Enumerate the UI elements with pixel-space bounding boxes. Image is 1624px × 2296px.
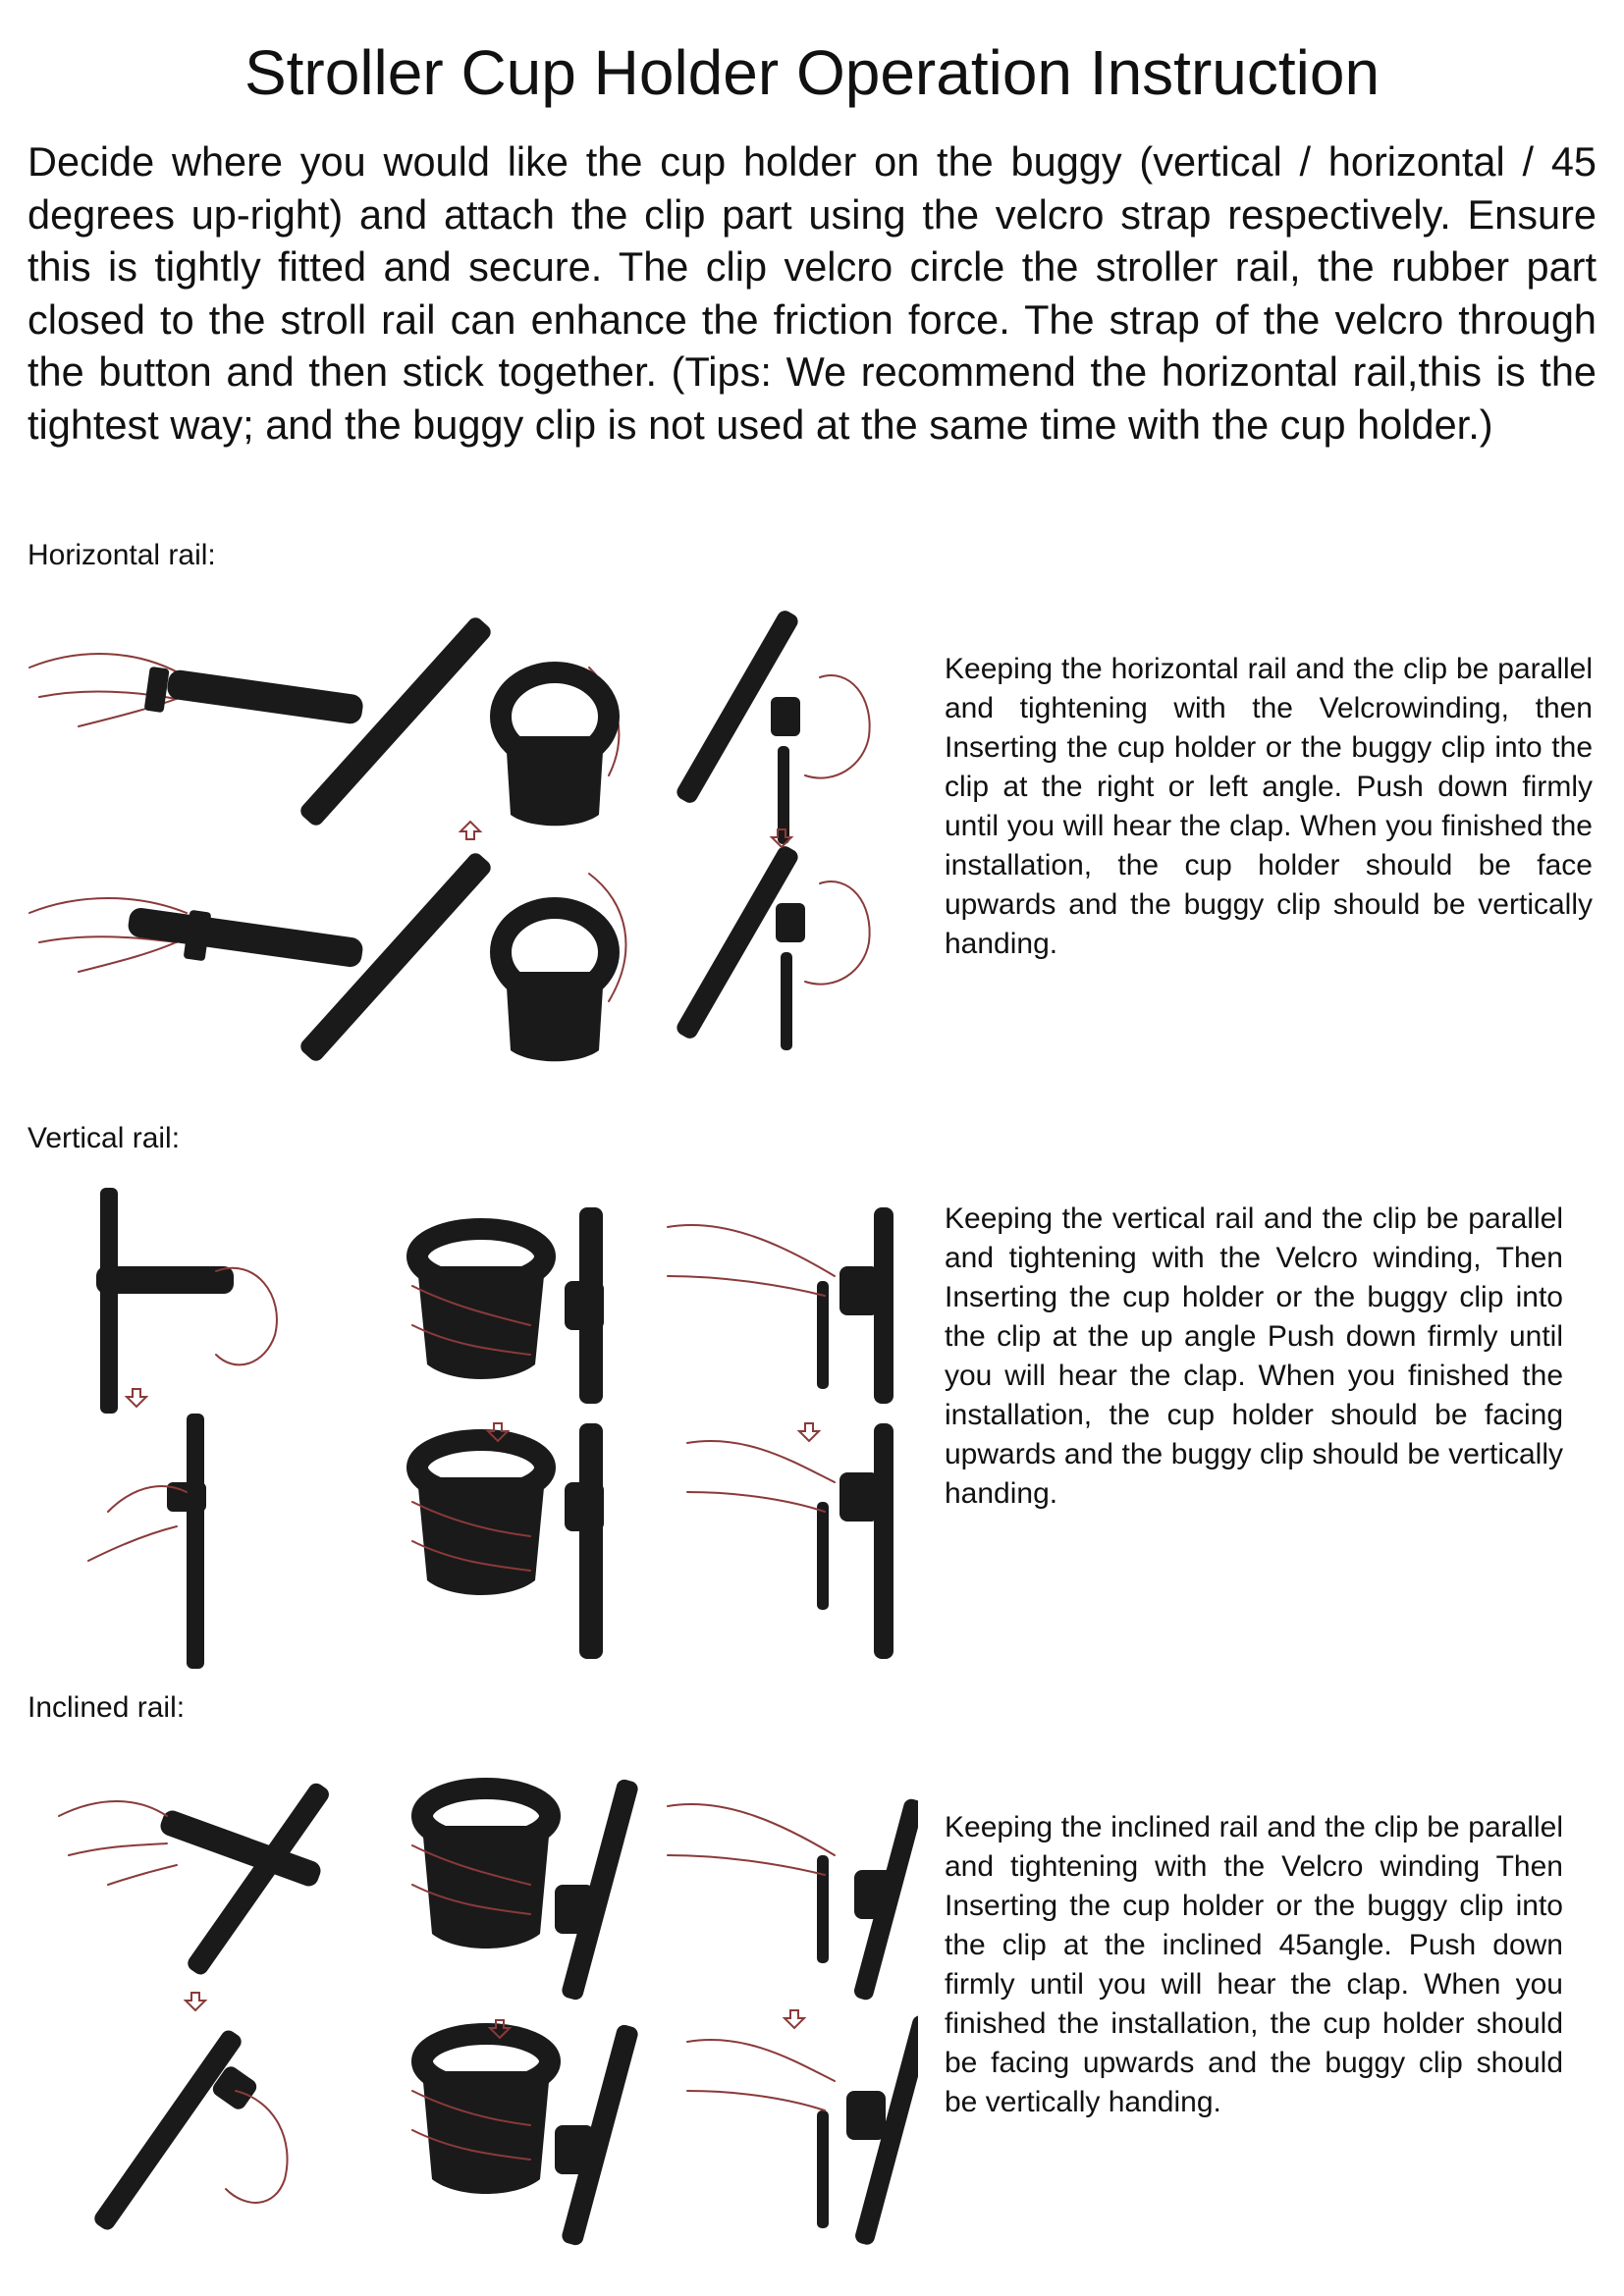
rail-1 bbox=[100, 1188, 118, 1414]
hand-outline-1 bbox=[59, 1801, 177, 1885]
buggy-clip-1 bbox=[817, 1281, 829, 1389]
arrow-icon-1 bbox=[460, 822, 480, 839]
cup-holder-body-1 bbox=[506, 736, 604, 826]
rail-2 bbox=[127, 906, 364, 968]
buggy-clip-2 bbox=[817, 1502, 829, 1610]
clip-4 bbox=[776, 903, 805, 942]
vertical-rail-illustration bbox=[20, 1188, 918, 1669]
hand-outline-6 bbox=[687, 2040, 835, 2110]
hand-outline-4 bbox=[805, 881, 870, 985]
inclined-rail-illustration bbox=[20, 1777, 918, 2258]
section-label-horizontal: Horizontal rail: bbox=[27, 539, 216, 571]
rail-4 bbox=[579, 1423, 603, 1659]
section-label-inclined: Inclined rail: bbox=[27, 1691, 186, 1724]
rail-6 bbox=[874, 1423, 893, 1659]
clip-2 bbox=[555, 1885, 594, 1934]
arrow-icon-1 bbox=[127, 1389, 146, 1407]
arrow-icon-1 bbox=[186, 1993, 205, 2010]
clip-1 bbox=[144, 667, 170, 713]
buggy-clip-2 bbox=[781, 952, 792, 1050]
strap-1 bbox=[96, 1266, 234, 1294]
rail-1 bbox=[166, 668, 364, 725]
cup-holder-body-2 bbox=[506, 972, 604, 1061]
buggy-clip-2 bbox=[817, 2110, 829, 2228]
rail-2 bbox=[187, 1414, 204, 1669]
section-description-vertical: Keeping the vertical rail and the clip be parallel and tightening with the Velcro winding, Then Inserting the cup holder or the buggy clip into the clip at the up angle Push down firmly until you will hear the clap. When you finished the installation, the cup holder should be facing upwards and the buggy clip should be vertically handing. bbox=[945, 1202, 1563, 1510]
arrow-icon-3 bbox=[799, 1423, 819, 1441]
clip-5 bbox=[839, 1472, 879, 1522]
clip-4 bbox=[854, 1870, 893, 1919]
hand-outline-5 bbox=[668, 1804, 835, 1875]
section-label-vertical: Vertical rail: bbox=[27, 1122, 181, 1154]
hand-outline-5 bbox=[668, 1225, 835, 1296]
rail-2 bbox=[91, 2027, 244, 2232]
clip-2 bbox=[565, 1281, 604, 1330]
intro-paragraph: Decide where you would like the cup holder on the buggy (vertical / horizontal / 45 degrees up-right) and attach the clip part using the velcro strap respectively. Ensure this is tightly fitted and secure. The clip velcro circle the stroller rail, the rubber part closed to the stroll rail can enhance the friction force. The strap of the velcro through the button and then stick together. (Tips: We recommend the horizontal rail,this is the tightest way; and the buggy clip is not used at the same time with the cup holder.) bbox=[27, 138, 1597, 448]
hand-outline-3 bbox=[805, 675, 870, 778]
cup-holder-body-1 bbox=[417, 1266, 545, 1379]
clip-4 bbox=[839, 1266, 879, 1315]
section-description-inclined: Keeping the inclined rail and the clip be parallel and tightening with the Velcro winding Then Inserting the cup holder or the buggy clip into the clip at the inclined 45angle. Push down firmly until you will hear the clap. When you finished the installation, the cup holder should be facing upwards and the buggy clip should be vertically handing. bbox=[945, 1811, 1563, 2118]
clip-5 bbox=[846, 2091, 886, 2140]
cup-holder-body-1 bbox=[422, 1826, 550, 1949]
horizontal-rail-illustration-svg bbox=[20, 589, 918, 1070]
clip-3 bbox=[565, 1482, 604, 1531]
buggy-clip-1 bbox=[817, 1855, 829, 1963]
section-description-horizontal: Keeping the horizontal rail and the clip be parallel and tightening with the Velcrowinding, then Inserting the cup holder or the buggy clip into the clip at the right or left angle. Push down firmly until you will hear the clap. When you finished the installation, the cup holder should be face upwards and the buggy clip should be vertically handing. bbox=[945, 653, 1593, 960]
hand-outline-6 bbox=[687, 1441, 835, 1512]
clip-3 bbox=[555, 2125, 594, 2174]
vertical-rail-illustration-svg bbox=[20, 1188, 918, 1669]
arrow-icon-3 bbox=[785, 2010, 804, 2028]
horizontal-rail-illustration bbox=[20, 589, 918, 1070]
inclined-rail-illustration-svg bbox=[20, 1777, 918, 2258]
page-title: Stroller Cup Holder Operation Instruction bbox=[244, 37, 1380, 108]
clip-3 bbox=[771, 697, 800, 736]
rail-3 bbox=[298, 614, 494, 828]
cup-holder-body-2 bbox=[422, 2071, 550, 2194]
